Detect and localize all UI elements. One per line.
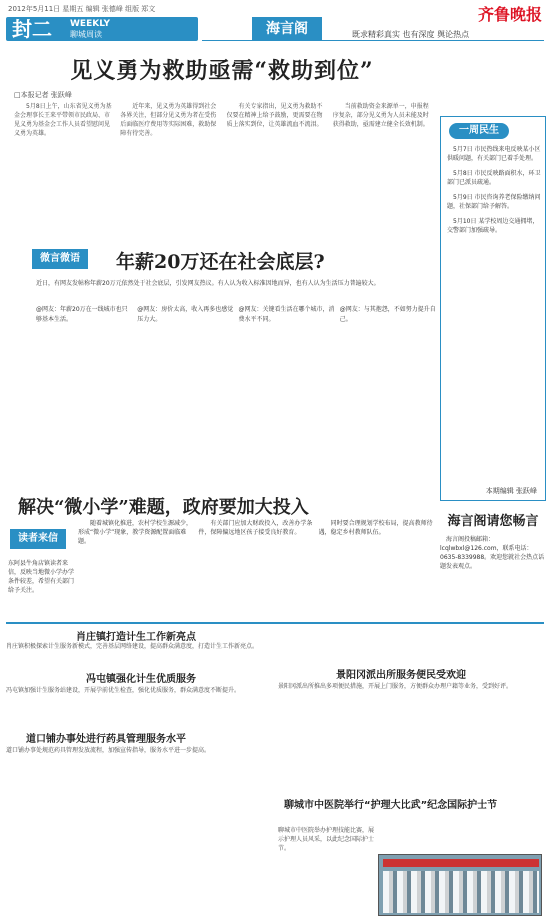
brief-headline: 聊城市中医院举行“护理大比武”纪念国际护士节 <box>284 800 498 811</box>
article-school <box>8 489 438 609</box>
sidebar-item: 5月8日 市民反映路面积水，环卫部门已派员疏通。 <box>447 170 541 186</box>
brief-headline: 冯屯镇强化计生优质服务 <box>86 674 196 685</box>
nurse-contest-photo <box>378 854 542 916</box>
article3-body <box>78 519 434 605</box>
sidebar-item: 5月9日 市民咨询养老保险缴纳问题，社保部门给予解答。 <box>447 194 541 210</box>
sidebar-items <box>447 145 541 241</box>
article3-col: 随着城镇化推进，农村学校生源减少，形成“微小学”现象，教学资源配置面临难题。 <box>78 520 193 545</box>
section-divider <box>6 622 544 624</box>
brief-text: 道口铺办事处规范药具管理发放流程，加强宣传指导，服务水平进一步提高。 <box>6 747 211 754</box>
article1-col: 5月8日上午，山东省见义勇为基金会理事长王来平带领市民政局、市见义勇为基金会工作人员看望慰问见义勇为英雄。 <box>14 103 112 137</box>
article2-body <box>36 305 436 475</box>
weekly-name: 聊城周读 <box>70 30 102 39</box>
brief-headline: 景阳冈派出所服务便民受欢迎 <box>336 670 466 681</box>
comment: @网友：与其抱怨，不如努力提升自己。 <box>339 306 436 323</box>
article1-col: 当前救助资金来源单一，申报程序复杂，部分见义勇为人员未能及时获得救助，亟需建立健全长效机制。 <box>332 103 429 128</box>
article3-col: 同时要合理规划学校布局，提高教师待遇，稳定乡村教师队伍。 <box>318 520 433 536</box>
article2-lead: 近日，有网友发帖称年薪20万元依然处于社会底层，引发网友热议。有人认为收入标准因地而异，也有人认为生活压力普遍较大。 <box>36 280 380 287</box>
plate-title: 海言阁 <box>252 17 322 41</box>
sidebar-weekly-livelihood <box>440 116 546 501</box>
solicitation-box <box>440 510 546 614</box>
article3-title: 解决“微小学”难题，政府要加大投入 <box>18 497 309 518</box>
article1-byline: □本报记者 张跃峰 <box>14 91 72 99</box>
photo-crowd <box>383 871 539 913</box>
sidebar-item: 5月10日 某学校周边交通拥堵，交警部门加强疏导。 <box>447 218 539 234</box>
comment: @网友：房价太高，收入再多也感觉压力大。 <box>137 306 234 323</box>
article1-title: 见义勇为救助亟需“救助到位” <box>70 58 374 84</box>
newspaper-logo: 齐鲁晚报 <box>477 5 542 24</box>
article1-body <box>14 102 434 230</box>
news-briefs <box>6 626 544 918</box>
brief-headline: 道口铺办事处进行药具管理服务水平 <box>26 734 186 745</box>
comment: @网友：关键看生活在哪个城市，消费水平不同。 <box>238 306 335 323</box>
solicitation-title: 海言阁请您畅言 <box>447 514 539 529</box>
article3-col: 有关部门应加大财政投入，改善办学条件，保障偏远地区孩子接受良好教育。 <box>198 520 313 536</box>
weekly-label: WEEKLY <box>70 19 111 29</box>
brief-text: 肖庄镇积极探索计生服务新模式，完善基层网络建设，提高群众满意度，打造计生工作新亮点。 <box>6 643 259 650</box>
section-band <box>6 17 198 41</box>
article2-title: 年薪20万还在社会底层? <box>116 251 325 273</box>
photo-banner <box>383 859 539 867</box>
sidebar-item: 5月7日 市民热线来电反映某小区供暖问题，有关部门已着手处理。 <box>447 146 541 162</box>
sidebar-footer: 本期编辑 张跃峰 <box>485 487 537 495</box>
plate-bar <box>202 17 544 41</box>
section-title: 封二 <box>12 17 52 41</box>
article-main <box>8 46 436 236</box>
brief-headline: 肖庄镇打造计生工作新亮点 <box>76 632 196 643</box>
article-salary <box>8 243 438 483</box>
solicitation-text: 海言阁投稿邮箱：lcqlwbxl@126.com，联系电话：0635-8339988。欢迎您就社会热点话题发表观点。 <box>440 536 545 570</box>
article3-tag: 读者来信 <box>10 529 66 549</box>
article1-col: 近年来，见义勇为英雄得到社会各界关注，但部分见义勇为者在受伤后面临医疗费用等实际困难，救助保障有待完善。 <box>120 103 217 137</box>
article1-col: 有关专家指出，见义勇为救助不仅要在精神上给予鼓励，更需要在物质上落实到位，让英雄流血不流泪。 <box>226 103 323 128</box>
article3-left: 东阿县牛角店镇读者来信，反映当地微小学办学条件较差，希望有关部门给予关注。 <box>8 560 75 594</box>
plate-subtitle: 既求精彩真实 也有深度 舆论热点 <box>352 30 470 39</box>
sidebar-title: 一周民生 <box>449 123 509 139</box>
brief-text: 冯屯镇加强计生服务站建设，开展孕前优生检查，强化优质服务，群众满意度不断提升。 <box>6 687 241 694</box>
comment: @网友：年薪20万在一线城市也只够基本生活。 <box>36 306 128 323</box>
brief-text: 聊城市中医院举办护理技能比赛，展示护理人员风采，以此纪念国际护士节。 <box>278 827 374 852</box>
page-meta: 2012年5月11日 星期五 编辑 张德峰 组版 郑文 <box>8 5 156 13</box>
article2-tag: 微言微语 <box>32 249 88 269</box>
brief-text: 景阳冈派出所推出多项便民措施，开展上门服务，方便群众办理户籍等业务，受到好评。 <box>278 683 513 690</box>
